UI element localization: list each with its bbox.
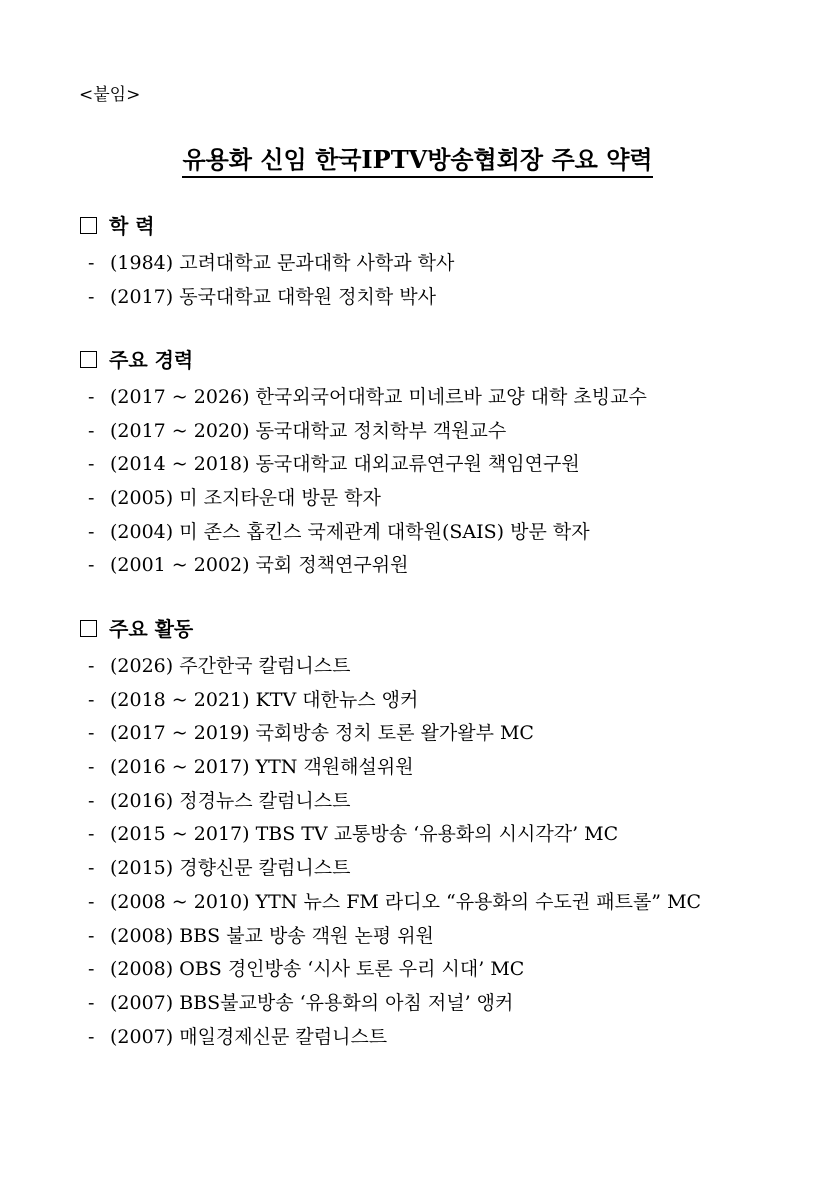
list-item-text: (2017 ~ 2019) 국회방송 정치 토론 왈가왈부 MC xyxy=(110,722,534,745)
list-item-text: (1984) 고려대학교 문과대학 사학과 학사 xyxy=(110,252,455,274)
dash-bullet: - xyxy=(88,419,95,442)
document-title: 유용화 신임 한국IPTV방송협회장 주요 약력 xyxy=(182,145,652,178)
dash-bullet: - xyxy=(88,857,95,880)
dash-bullet: - xyxy=(88,789,95,812)
list-item xyxy=(80,449,800,483)
dash-bullet: - xyxy=(88,252,95,274)
list-item-text: (2008 ~ 2010) YTN 뉴스 FM 라디오 “유용화의 수도권 패트롤” MC xyxy=(110,890,702,913)
list-item xyxy=(80,853,800,887)
item-list xyxy=(80,382,800,584)
dash-bullet: - xyxy=(88,285,95,308)
section-activities xyxy=(80,615,800,1055)
dash-bullet: - xyxy=(88,890,95,913)
dash-bullet: - xyxy=(88,520,95,543)
dash-bullet: - xyxy=(88,1025,95,1048)
section-education xyxy=(80,212,800,315)
attachment-label: <붙임> xyxy=(79,85,141,105)
list-item-text: (2007) 매일경제신문 칼럼니스트 xyxy=(110,1025,388,1048)
dash-bullet: - xyxy=(88,386,95,408)
checkbox-square-icon xyxy=(80,351,97,368)
list-item-text: (2015 ~ 2017) TBS TV 교통방송 ‘유용화의 시시각각’ MC xyxy=(110,823,619,846)
section-heading-label: 주요 활동 xyxy=(109,617,194,641)
dash-bullet: - xyxy=(88,722,95,745)
list-item-text: (2008) BBS 불교 방송 객원 논평 위원 xyxy=(110,924,434,947)
list-item xyxy=(80,786,800,820)
list-item xyxy=(80,483,800,517)
list-item-text: (2016) 정경뉴스 칼럼니스트 xyxy=(110,789,351,812)
document-title-wrapper xyxy=(0,140,835,175)
list-item xyxy=(80,988,800,1022)
checkbox-square-icon xyxy=(80,620,97,637)
list-item-text: (2017 ~ 2026) 한국외국어대학교 미네르바 교양 대학 초빙교수 xyxy=(110,386,647,408)
list-item-text: (2017 ~ 2020) 동국대학교 정치학부 객원교수 xyxy=(110,419,507,442)
list-item-text: (2015) 경향신문 칼럼니스트 xyxy=(110,857,351,880)
list-item xyxy=(80,921,800,955)
dash-bullet: - xyxy=(88,688,95,711)
dash-bullet: - xyxy=(88,958,95,981)
section-heading xyxy=(80,615,800,651)
list-item xyxy=(80,550,800,584)
section-heading-label: 주요 경력 xyxy=(109,348,194,372)
section-heading-label: 학 력 xyxy=(109,214,155,238)
dash-bullet: - xyxy=(88,823,95,846)
section-heading xyxy=(80,346,800,382)
list-item xyxy=(80,282,800,316)
list-item xyxy=(80,248,800,282)
list-item xyxy=(80,819,800,853)
list-item xyxy=(80,752,800,786)
list-item xyxy=(80,887,800,921)
dash-bullet: - xyxy=(88,756,95,779)
dash-bullet: - xyxy=(88,453,95,476)
list-item xyxy=(80,954,800,988)
list-item xyxy=(80,1022,800,1056)
list-item-text: (2014 ~ 2018) 동국대학교 대외교류연구원 책임연구원 xyxy=(110,453,580,476)
list-item-text: (2017) 동국대학교 대학원 정치학 박사 xyxy=(110,285,436,308)
list-item-text: (2018 ~ 2021) KTV 대한뉴스 앵커 xyxy=(110,688,419,711)
list-item-text: (2001 ~ 2002) 국회 정책연구위원 xyxy=(110,554,409,577)
list-item-text: (2026) 주간한국 칼럼니스트 xyxy=(110,655,351,677)
dash-bullet: - xyxy=(88,487,95,510)
list-item-text: (2008) OBS 경인방송 ‘시사 토론 우리 시대’ MC xyxy=(110,958,525,981)
list-item xyxy=(80,651,800,685)
list-item-text: (2004) 미 존스 홉킨스 국제관계 대학원(SAIS) 방문 학자 xyxy=(110,520,590,543)
section-career xyxy=(80,346,800,584)
list-item-text: (2007) BBS불교방송 ‘유용화의 아침 저널’ 앵커 xyxy=(110,991,514,1014)
section-heading xyxy=(80,212,800,248)
checkbox-square-icon xyxy=(80,217,97,234)
list-item xyxy=(80,517,800,551)
dash-bullet: - xyxy=(88,655,95,677)
list-item-text: (2005) 미 조지타운대 방문 학자 xyxy=(110,487,381,510)
list-item xyxy=(80,416,800,450)
list-item xyxy=(80,382,800,416)
dash-bullet: - xyxy=(88,924,95,947)
dash-bullet: - xyxy=(88,554,95,577)
list-item xyxy=(80,685,800,719)
dash-bullet: - xyxy=(88,991,95,1014)
item-list xyxy=(80,651,800,1055)
list-item xyxy=(80,718,800,752)
item-list xyxy=(80,248,800,315)
list-item-text: (2016 ~ 2017) YTN 객원해설위원 xyxy=(110,756,414,779)
